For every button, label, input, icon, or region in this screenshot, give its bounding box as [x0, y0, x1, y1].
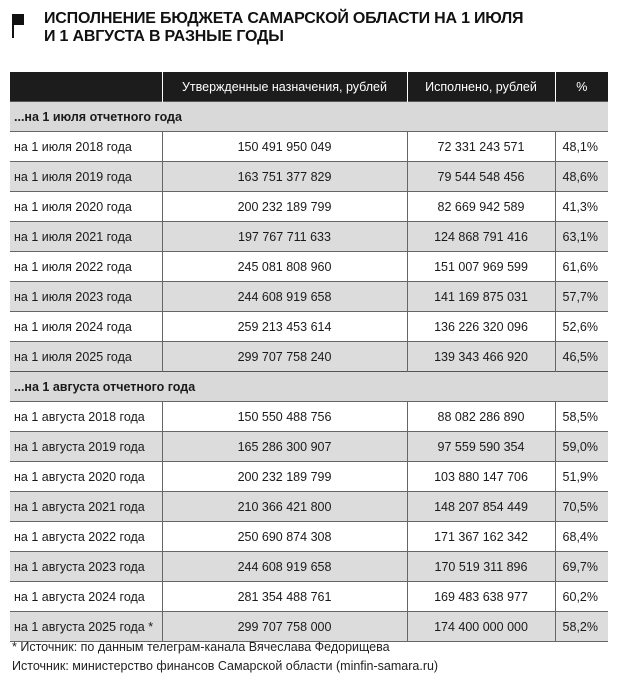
row-date: на 1 августа 2020 года: [10, 462, 162, 492]
page-title: [44, 10, 604, 46]
row-executed: 72 331 243 571: [407, 132, 555, 162]
row-percent: 69,7%: [555, 552, 608, 582]
row-percent: 57,7%: [555, 282, 608, 312]
table-header-row: [10, 72, 608, 102]
row-percent: 58,2%: [555, 612, 608, 642]
row-approved: 281 354 488 761: [162, 582, 407, 612]
table-row: [10, 492, 608, 522]
page-header: [10, 8, 610, 48]
row-percent: 60,2%: [555, 582, 608, 612]
row-executed: 170 519 311 896: [407, 552, 555, 582]
row-approved: 299 707 758 240: [162, 342, 407, 372]
row-approved: 299 707 758 000: [162, 612, 407, 642]
row-percent: 63,1%: [555, 222, 608, 252]
row-executed: 151 007 969 599: [407, 252, 555, 282]
title-line-1: ИСПОЛНЕНИЕ БЮДЖЕТА САМАРСКОЙ ОБЛАСТИ НА 1 ИЮЛЯ: [44, 10, 524, 27]
table-row: [10, 552, 608, 582]
row-approved: 259 213 453 614: [162, 312, 407, 342]
row-percent: 52,6%: [555, 312, 608, 342]
row-executed: 136 226 320 096: [407, 312, 555, 342]
table-row: [10, 582, 608, 612]
row-date: на 1 августа 2024 года: [10, 582, 162, 612]
section-row: [10, 372, 608, 402]
row-executed: 169 483 638 977: [407, 582, 555, 612]
row-approved: 200 232 189 799: [162, 462, 407, 492]
table-row: [10, 222, 608, 252]
table-row: [10, 162, 608, 192]
table-row: [10, 342, 608, 372]
row-executed: 141 169 875 031: [407, 282, 555, 312]
row-date: на 1 июля 2020 года: [10, 192, 162, 222]
row-percent: 48,6%: [555, 162, 608, 192]
row-approved: 150 491 950 049: [162, 132, 407, 162]
row-executed: 82 669 942 589: [407, 192, 555, 222]
row-executed: 103 880 147 706: [407, 462, 555, 492]
row-approved: 244 608 919 658: [162, 282, 407, 312]
row-percent: 41,3%: [555, 192, 608, 222]
row-approved: 200 232 189 799: [162, 192, 407, 222]
table-row: [10, 522, 608, 552]
row-executed: 171 367 162 342: [407, 522, 555, 552]
row-date: на 1 августа 2019 года: [10, 432, 162, 462]
header-date: [10, 72, 162, 102]
row-date: на 1 июля 2025 года: [10, 342, 162, 372]
footnote-source: Источник: министерство финансов Самарской области (minfin-samara.ru): [12, 659, 439, 673]
table-row: [10, 282, 608, 312]
table-row: [10, 312, 608, 342]
row-approved: 165 286 300 907: [162, 432, 407, 462]
section-label: ...на 1 июля отчетного года: [10, 102, 608, 132]
row-percent: 48,1%: [555, 132, 608, 162]
row-date: на 1 июля 2023 года: [10, 282, 162, 312]
row-executed: 88 082 286 890: [407, 402, 555, 432]
row-executed: 148 207 854 449: [407, 492, 555, 522]
table-body: [10, 102, 608, 642]
header-approved: Утвержденные назначения, рублей: [162, 72, 407, 102]
row-approved: 250 690 874 308: [162, 522, 407, 552]
table-row: [10, 132, 608, 162]
table-row: [10, 612, 608, 642]
table-row: [10, 462, 608, 492]
row-executed: 97 559 590 354: [407, 432, 555, 462]
row-date: на 1 августа 2021 года: [10, 492, 162, 522]
footnote-asterisk: * Источник: по данным телеграм-канала Вячеслава Федорищева: [12, 640, 390, 654]
row-date: на 1 августа 2023 года: [10, 552, 162, 582]
table-row: [10, 192, 608, 222]
row-date: на 1 июля 2022 года: [10, 252, 162, 282]
row-percent: 51,9%: [555, 462, 608, 492]
section-label: ...на 1 августа отчетного года: [10, 372, 608, 402]
budget-table: [10, 72, 608, 642]
row-date: на 1 июля 2024 года: [10, 312, 162, 342]
row-approved: 245 081 808 960: [162, 252, 407, 282]
row-date: на 1 июля 2019 года: [10, 162, 162, 192]
row-approved: 163 751 377 829: [162, 162, 407, 192]
row-date: на 1 августа 2022 года: [10, 522, 162, 552]
row-percent: 70,5%: [555, 492, 608, 522]
row-executed: 124 868 791 416: [407, 222, 555, 252]
header-percent: %: [555, 72, 608, 102]
row-approved: 150 550 488 756: [162, 402, 407, 432]
row-percent: 58,5%: [555, 402, 608, 432]
table-row: [10, 252, 608, 282]
row-percent: 59,0%: [555, 432, 608, 462]
row-date: на 1 июля 2021 года: [10, 222, 162, 252]
row-percent: 61,6%: [555, 252, 608, 282]
row-date: на 1 июля 2018 года: [10, 132, 162, 162]
row-approved: 197 767 711 633: [162, 222, 407, 252]
row-date: на 1 августа 2018 года: [10, 402, 162, 432]
row-executed: 174 400 000 000: [407, 612, 555, 642]
table-row: [10, 402, 608, 432]
flag-icon: [12, 14, 24, 38]
row-date: на 1 августа 2025 года *: [10, 612, 162, 642]
row-percent: 68,4%: [555, 522, 608, 552]
title-line-2: И 1 АВГУСТА В РАЗНЫЕ ГОДЫ: [44, 28, 284, 45]
row-approved: 244 608 919 658: [162, 552, 407, 582]
table-row: [10, 432, 608, 462]
footnotes: [12, 638, 612, 676]
row-executed: 79 544 548 456: [407, 162, 555, 192]
row-percent: 46,5%: [555, 342, 608, 372]
section-row: [10, 102, 608, 132]
header-executed: Исполнено, рублей: [407, 72, 555, 102]
row-approved: 210 366 421 800: [162, 492, 407, 522]
row-executed: 139 343 466 920: [407, 342, 555, 372]
